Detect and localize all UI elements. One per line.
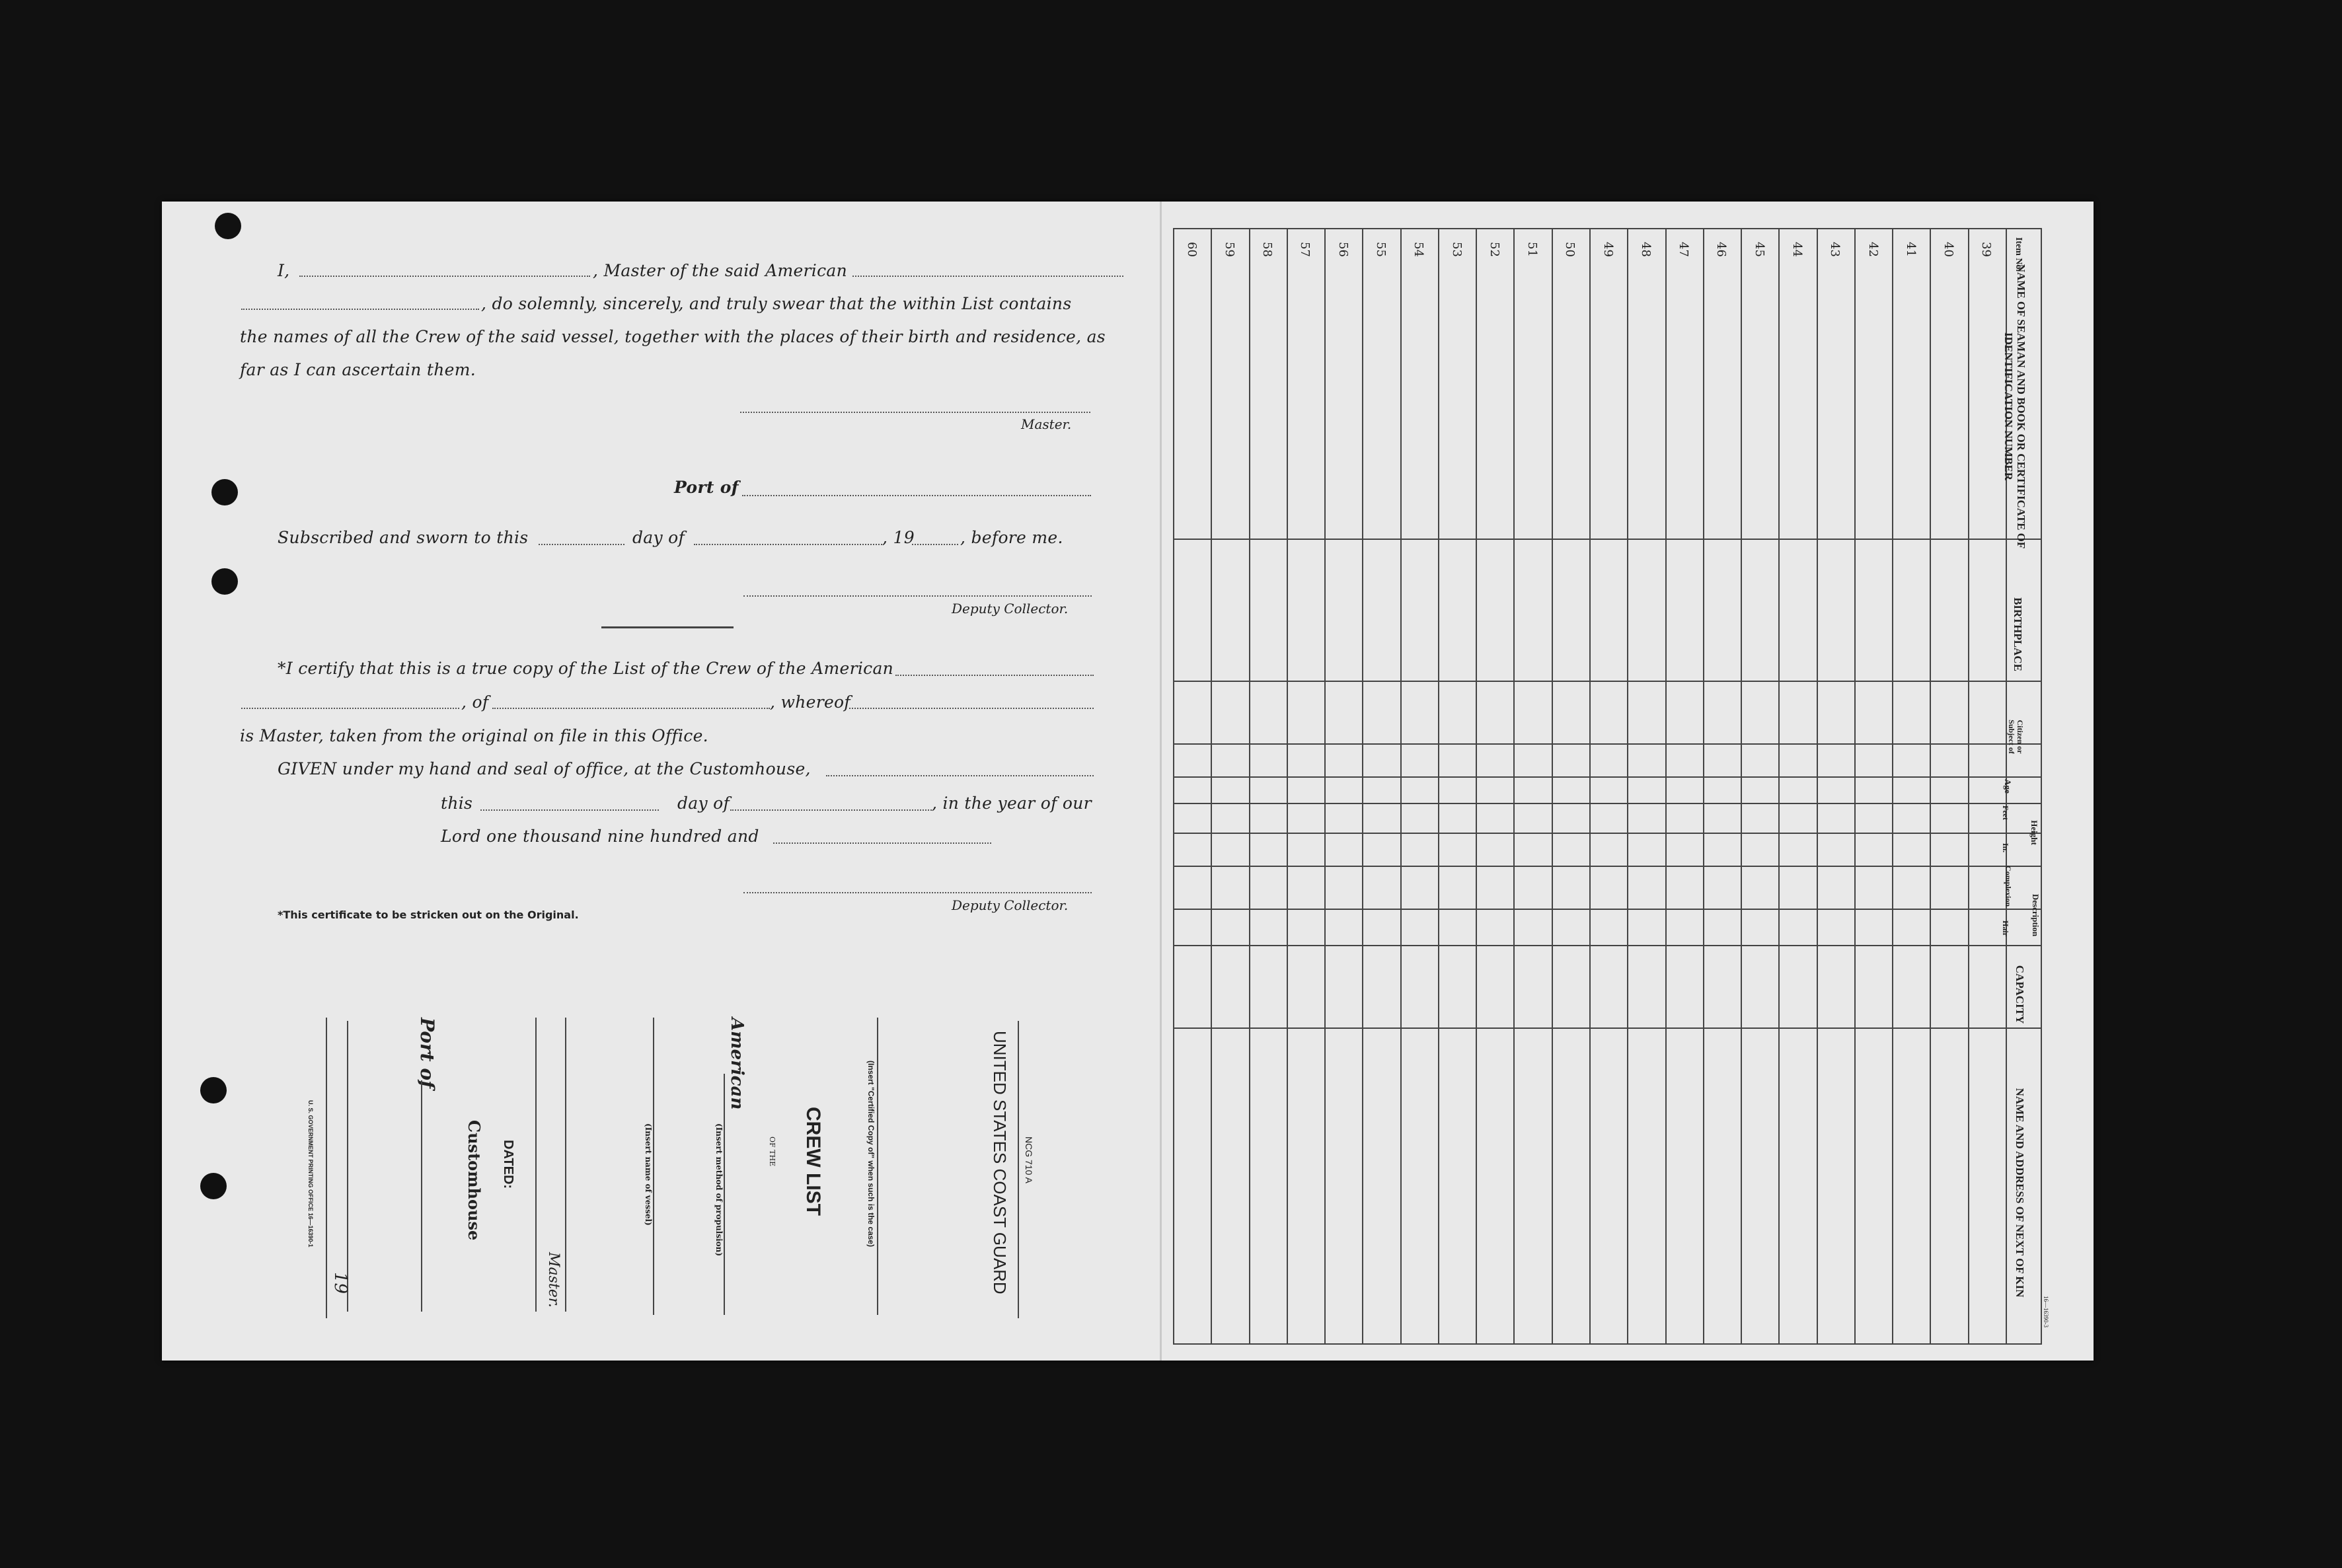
customhouse-label: Customhouse bbox=[465, 1120, 484, 1241]
certificate-line-1: *I certify that this is a true copy of the List of the Crew of the American bbox=[278, 659, 894, 678]
row-number: 55 bbox=[1373, 242, 1388, 257]
oath-i: I, bbox=[278, 261, 290, 280]
master-line-2[interactable] bbox=[535, 1018, 537, 1312]
cert-vessel-field-2[interactable] bbox=[241, 708, 459, 709]
certificate-this: this bbox=[441, 794, 473, 813]
certificate-line-3: is Master, taken from the original on file in this Office. bbox=[240, 726, 708, 745]
cert-customhouse-field[interactable] bbox=[826, 775, 1094, 776]
row-number: 44 bbox=[1790, 242, 1804, 257]
header-citizen: Citizen or Subject of bbox=[2006, 720, 2025, 754]
row-divider bbox=[1476, 228, 1477, 1345]
row-divider bbox=[1741, 228, 1742, 1345]
propulsion-line[interactable] bbox=[724, 1074, 725, 1315]
header-birthplace: BIRTHPLACE bbox=[2012, 597, 2024, 671]
field-divider bbox=[1173, 1027, 2041, 1029]
row-divider bbox=[1817, 228, 1818, 1345]
row-divider bbox=[1665, 228, 1667, 1345]
field-divider bbox=[1173, 1343, 2041, 1345]
row-number: 59 bbox=[1222, 242, 1236, 257]
row-divider bbox=[1324, 228, 1326, 1345]
field-divider bbox=[1173, 539, 2041, 540]
row-divider bbox=[1400, 228, 1402, 1345]
row-divider bbox=[1438, 228, 1439, 1345]
master-signature-label: Master. bbox=[1021, 416, 1072, 432]
form-number: NCG 710 A bbox=[1024, 1137, 1034, 1183]
cert-month-field[interactable] bbox=[730, 809, 932, 811]
row-number: 56 bbox=[1336, 242, 1350, 257]
row-number: 51 bbox=[1525, 242, 1540, 257]
fold-crease bbox=[1160, 202, 1162, 1361]
vessel-name-field-2[interactable] bbox=[241, 309, 479, 310]
header-height: Height bbox=[2029, 820, 2039, 845]
field-divider bbox=[1173, 228, 2041, 229]
endorsement-rule bbox=[1018, 1021, 1019, 1318]
row-number: 43 bbox=[1828, 242, 1842, 257]
header-name: NAME OF SEAMAN AND BOOK OR CERTIFICATE OF IDENTIFICATION NUMBER bbox=[2002, 264, 2027, 549]
punch-hole bbox=[215, 213, 241, 239]
port-endorsement-line[interactable] bbox=[421, 1080, 422, 1312]
row-number: 57 bbox=[1298, 242, 1312, 257]
row-number: 46 bbox=[1714, 242, 1729, 257]
row-divider bbox=[1287, 228, 1288, 1345]
row-number: 41 bbox=[1903, 242, 1918, 257]
row-divider bbox=[1211, 228, 1212, 1345]
oath-line-3: the names of all the Crew of the said vessel, together with the places of their birth and residence, as bbox=[240, 327, 1106, 346]
propulsion-note: (Insert method of propulsion) bbox=[714, 1123, 724, 1257]
field-divider bbox=[1173, 803, 2041, 804]
vessel-note: (Insert name of vessel) bbox=[644, 1123, 653, 1226]
certificate-footnote: *This certificate to be stricken out on the Original. bbox=[278, 909, 579, 921]
punch-hole bbox=[211, 479, 238, 505]
field-divider bbox=[1173, 945, 2041, 946]
header-description: Description bbox=[2031, 893, 2041, 937]
row-number: 53 bbox=[1449, 242, 1464, 257]
header-age: Age bbox=[2003, 779, 2013, 794]
cert-port-field[interactable] bbox=[492, 708, 770, 709]
crew-table bbox=[1166, 228, 2049, 1345]
table-right-border bbox=[2041, 228, 2042, 1345]
row-divider bbox=[1930, 228, 1931, 1345]
oath-line-4: far as I can ascertain them. bbox=[240, 360, 476, 379]
row-number: 49 bbox=[1601, 242, 1615, 257]
row-number: 58 bbox=[1260, 242, 1275, 257]
subscribed-text: Subscribed and sworn to this bbox=[278, 528, 529, 547]
row-number: 45 bbox=[1752, 242, 1766, 257]
of-the-label: OF THE bbox=[768, 1137, 776, 1167]
vessel-name-line[interactable] bbox=[653, 1018, 654, 1315]
row-number: 47 bbox=[1677, 242, 1691, 257]
subscribed-day-of: day of bbox=[632, 528, 685, 547]
master-signature-field[interactable] bbox=[740, 412, 1090, 413]
form-code: 16—16390-3 bbox=[2043, 1296, 2049, 1327]
certificate-whereof: , whereof bbox=[770, 692, 850, 712]
row-divider bbox=[1589, 228, 1591, 1345]
row-divider bbox=[1173, 228, 1174, 1345]
certificate-line-4: GIVEN under my hand and seal of office, at the Customhouse, bbox=[278, 759, 811, 778]
row-number: 42 bbox=[1866, 242, 1880, 257]
cert-day-field[interactable] bbox=[480, 809, 659, 811]
punch-hole bbox=[200, 1173, 227, 1199]
certificate-year-of-our: , in the year of our bbox=[932, 794, 1092, 813]
row-divider bbox=[1362, 228, 1363, 1345]
field-divider bbox=[1173, 866, 2041, 867]
header-feet: Feet bbox=[2001, 805, 2010, 820]
deputy-collector-label-2: Deputy Collector. bbox=[952, 897, 1069, 913]
certified-copy-line[interactable] bbox=[877, 1018, 878, 1315]
agency-title: UNITED STATES COAST GUARD bbox=[990, 1031, 1010, 1294]
master-endorsement-label: Master. bbox=[545, 1252, 562, 1308]
port-of-endorsement: Port of bbox=[416, 1018, 438, 1089]
subscribed-before-me: , before me. bbox=[960, 528, 1063, 547]
deputy-signature-field-2[interactable] bbox=[743, 892, 1092, 893]
row-number: 48 bbox=[1638, 242, 1653, 257]
insert-certified-note: (Insert "Certified Copy of" when such is the case) bbox=[866, 1061, 876, 1248]
row-divider bbox=[1703, 228, 1704, 1345]
port-field[interactable] bbox=[742, 495, 1091, 496]
punch-hole bbox=[200, 1077, 227, 1103]
separator-rule bbox=[601, 626, 734, 628]
row-divider bbox=[1968, 228, 1969, 1345]
field-divider bbox=[1173, 743, 2041, 745]
form-sheet bbox=[162, 202, 2094, 1361]
field-divider bbox=[1173, 776, 2041, 778]
sworn-day-field[interactable] bbox=[539, 544, 624, 545]
certificate-day-of: day of bbox=[677, 794, 730, 813]
row-number: 39 bbox=[1979, 242, 1994, 257]
row-divider bbox=[1854, 228, 1856, 1345]
header-hair: Hair bbox=[2001, 920, 2010, 936]
date-line[interactable] bbox=[347, 1021, 348, 1312]
cert-vessel-field[interactable] bbox=[895, 675, 1094, 676]
oath-master-of: , Master of the said American bbox=[593, 261, 847, 280]
row-number: 60 bbox=[1184, 242, 1199, 257]
header-inches: In. bbox=[2001, 842, 2010, 853]
row-divider bbox=[1249, 228, 1250, 1345]
row-divider bbox=[1552, 228, 1553, 1345]
year-19-label: 19 bbox=[330, 1272, 350, 1294]
american-label: American bbox=[727, 1018, 747, 1110]
field-divider bbox=[1173, 833, 2041, 834]
row-number: 52 bbox=[1487, 242, 1501, 257]
header-capacity: CAPACITY bbox=[2014, 965, 2026, 1024]
row-divider bbox=[1513, 228, 1515, 1345]
header-complexion: Complexion bbox=[2004, 866, 2013, 907]
header-next-of-kin: NAME AND ADDRESS OF NEXT OF KIN bbox=[2014, 1088, 2026, 1298]
punch-hole bbox=[211, 568, 238, 595]
header-item-no: Item No. bbox=[2014, 237, 2023, 272]
left-endorsement-rule bbox=[326, 1018, 327, 1318]
printer-imprint: U. S. GOVERNMENT PRINTING OFFICE 16—16390-1 bbox=[307, 1100, 314, 1248]
deputy-collector-label-1: Deputy Collector. bbox=[952, 601, 1069, 616]
row-number: 50 bbox=[1563, 242, 1577, 257]
certificate-line-6: Lord one thousand nine hundred and bbox=[441, 827, 759, 846]
oath-line-2: , do solemnly, sincerely, and truly swear that the within List contains bbox=[481, 294, 1072, 313]
field-divider bbox=[1173, 681, 2041, 682]
row-number: 54 bbox=[1412, 242, 1426, 257]
cert-year-field[interactable] bbox=[773, 842, 991, 844]
field-divider bbox=[1173, 909, 2041, 910]
row-divider bbox=[1778, 228, 1780, 1345]
master-name-field[interactable] bbox=[299, 276, 590, 277]
row-number: 40 bbox=[1942, 242, 1956, 257]
row-divider bbox=[1892, 228, 1893, 1345]
deputy-signature-field-1[interactable] bbox=[743, 595, 1092, 597]
vessel-name-field[interactable] bbox=[852, 276, 1123, 277]
crew-list-title: CREW LIST bbox=[802, 1107, 824, 1216]
subscribed-19: , 19 bbox=[882, 528, 915, 547]
dated-label: DATED: bbox=[501, 1140, 515, 1189]
row-divider bbox=[1627, 228, 1628, 1345]
sworn-month-field[interactable] bbox=[694, 544, 882, 545]
cert-master-field[interactable] bbox=[849, 708, 1094, 709]
certificate-of: , of bbox=[461, 692, 489, 712]
master-line[interactable] bbox=[565, 1018, 566, 1312]
port-of-label: Port of bbox=[674, 478, 739, 497]
sworn-year-field[interactable] bbox=[912, 544, 958, 545]
